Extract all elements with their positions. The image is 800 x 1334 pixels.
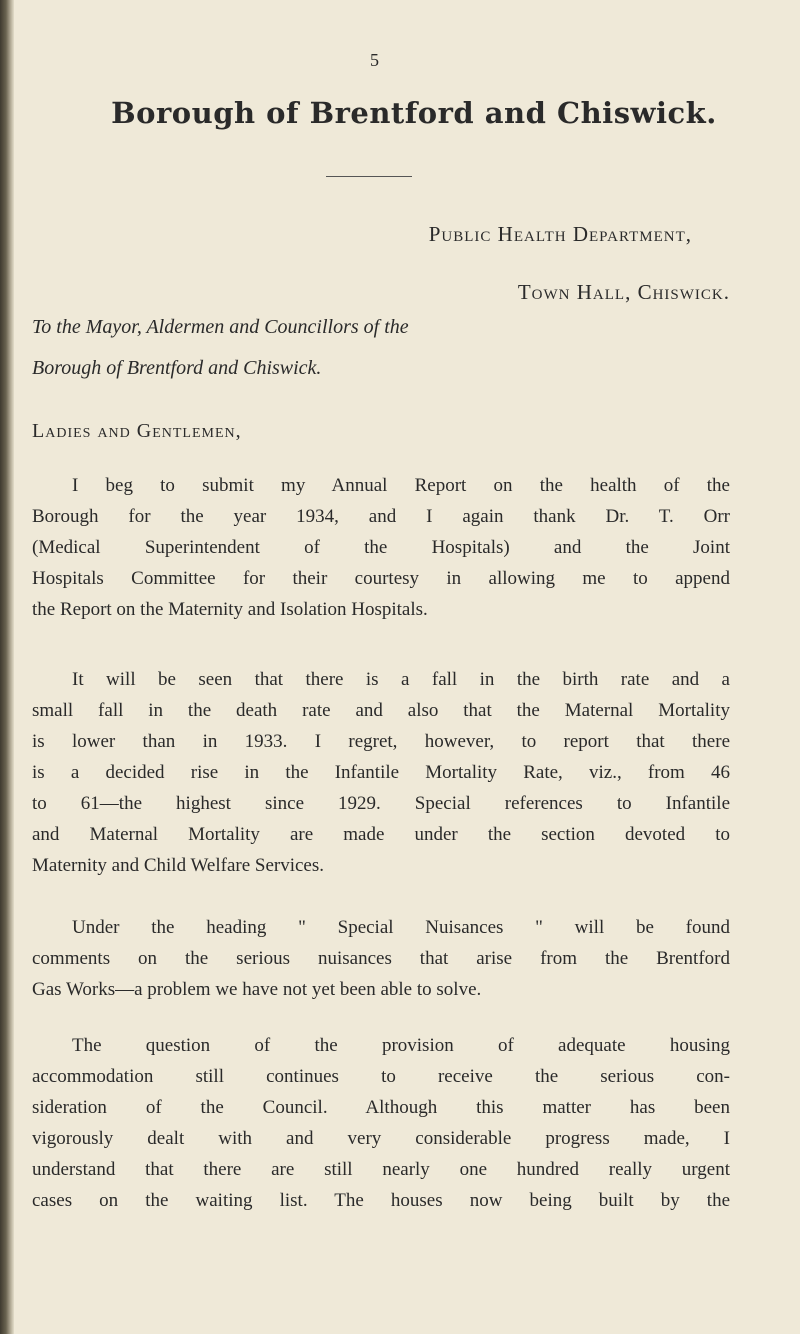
paragraph-line: is lower than in 1933. I regret, however, to report that there xyxy=(32,731,730,752)
title-divider xyxy=(326,176,412,177)
book-spine-shadow xyxy=(0,0,14,1334)
document-title: Borough of Brentford and Chiswick. xyxy=(111,96,717,130)
page-number: 5 xyxy=(370,50,379,70)
paragraph-2 xyxy=(32,664,730,881)
address-line-2: Borough of Brentford and Chiswick. xyxy=(32,357,322,379)
paragraph-line: Gas Works—a problem we have not yet been able to solve. xyxy=(32,979,482,1000)
address-line-1: To the Mayor, Aldermen and Councillors of the xyxy=(32,316,409,338)
document-page xyxy=(14,0,800,1334)
paragraph-line: and Maternal Mortality are made under the section devoted to xyxy=(32,824,730,845)
paragraph-line: Under the heading " Special Nuisances " will be found xyxy=(72,917,730,938)
paragraph-line: vigorously dealt with and very considerable progress made, I xyxy=(32,1128,730,1149)
paragraph-4 xyxy=(32,1030,730,1216)
paragraph-line: It will be seen that there is a fall in the birth rate and a xyxy=(72,669,730,690)
paragraph-line: cases on the waiting list. The houses now being built by the xyxy=(32,1190,730,1211)
paragraph-line: small fall in the death rate and also that the Maternal Mortality xyxy=(32,700,730,721)
paragraph-1 xyxy=(32,470,730,625)
paragraph-line: (Medical Superintendent of the Hospitals) and the Joint xyxy=(32,537,730,558)
paragraph-line: Maternity and Child Welfare Services. xyxy=(32,855,325,876)
paragraph-line: to 61—the highest since 1929. Special references to Infantile xyxy=(32,793,730,814)
paragraph-line: sideration of the Council. Although this matter has been xyxy=(32,1097,730,1118)
paragraph-line: understand that there are still nearly one hundred really urgent xyxy=(32,1159,730,1180)
paragraph-line: Hospitals Committee for their courtesy in allowing me to append xyxy=(32,568,730,589)
salutation: Ladies and Gentlemen, xyxy=(32,420,242,442)
paragraph-line: I beg to submit my Annual Report on the health of the xyxy=(72,475,730,496)
department-line-2: Town Hall, Chiswick. xyxy=(517,280,730,304)
paragraph-line: comments on the serious nuisances that arise from the Brentford xyxy=(32,948,730,969)
department-line-1: Public Health Department, xyxy=(428,222,692,246)
paragraph-line: The question of the provision of adequate housing xyxy=(72,1035,730,1056)
paragraph-line: accommodation still continues to receive the serious con- xyxy=(32,1066,730,1087)
paragraph-line: Borough for the year 1934, and I again thank Dr. T. Orr xyxy=(32,506,730,527)
paragraph-3 xyxy=(32,912,730,1005)
paragraph-line: is a decided rise in the Infantile Mortality Rate, viz., from 46 xyxy=(32,762,730,783)
paragraph-line: the Report on the Maternity and Isolation Hospitals. xyxy=(32,599,428,620)
